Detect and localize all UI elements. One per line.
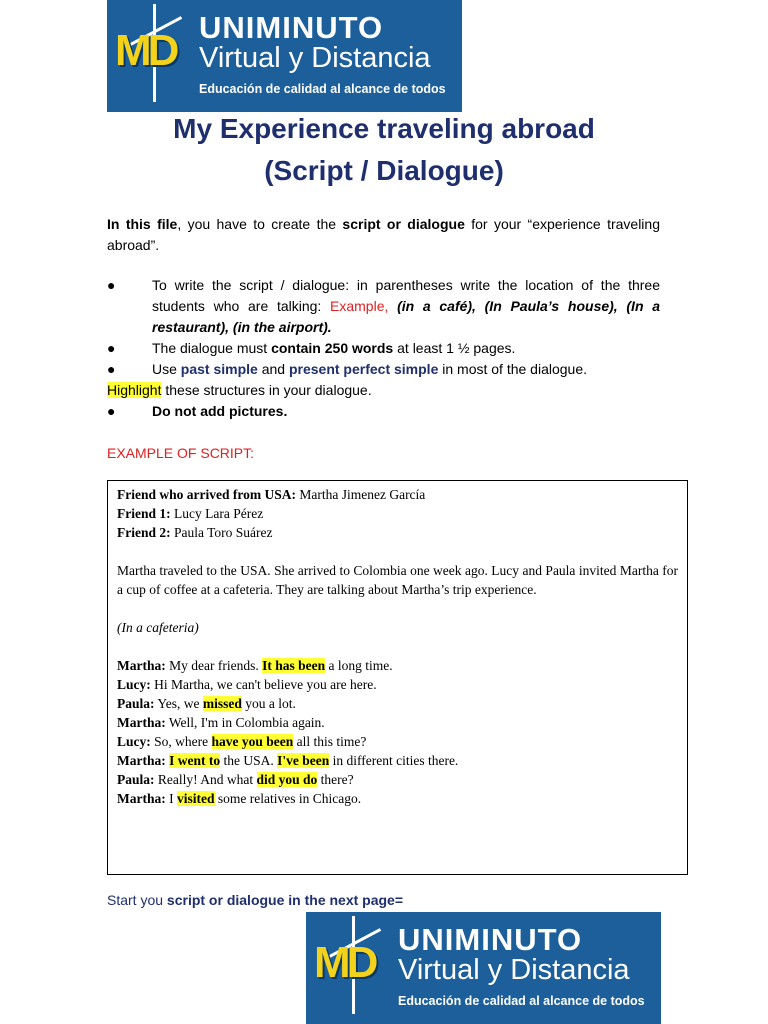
dialogue-line: Martha: I went to the USA. I've been in different cities there. <box>117 753 459 768</box>
logo-tagline: Educación de calidad al alcance de todos <box>199 82 446 96</box>
dialogue <box>117 656 678 808</box>
footer-instruction: Start you script or dialogue in the next page= <box>107 892 404 908</box>
bullet-dot-icon: ● <box>107 403 116 419</box>
logo-subtitle: Virtual y Distancia <box>398 954 630 986</box>
logo-brand: UNIMINUTO <box>398 922 583 957</box>
dialogue-line: Lucy: So, where have you been all this time? <box>117 734 367 749</box>
logo-tagline: Educación de calidad al alcance de todos <box>398 994 645 1008</box>
bullet-dot-icon: ● <box>107 361 116 377</box>
intro-paragraph: In this file, you have to create the script or dialogue for your “experience traveling abroad”. <box>107 216 660 253</box>
bullet-dot-icon: ● <box>107 340 116 356</box>
dialogue-line: Lucy: Hi Martha, we can't believe you are here. <box>117 677 377 692</box>
logo-mark: MD <box>314 938 375 987</box>
uniminuto-logo-top <box>107 0 462 112</box>
logo-brand: UNIMINUTO <box>199 10 384 45</box>
bullet-dot-icon: ● <box>107 277 116 293</box>
dialogue-line: Martha: I visited some relatives in Chicago. <box>117 791 362 806</box>
bullet-grammar-cont: Highlight these structures in your dialogue. <box>107 382 372 398</box>
bullet-word-count: ● The dialogue must contain 250 words at least 1 ½ pages. <box>107 338 660 359</box>
bullet-location: ● To write the script / dialogue: in parentheses write the location of the three students who are talking: Example, (in a café), (In Paula’s house), (In a restaurant), (in the airport). <box>107 277 660 335</box>
logo-mark: MD <box>115 26 176 75</box>
friend-row: Friend who arrived from USA: Martha Jimenez García <box>117 487 426 502</box>
friend-row: Friend 2: Paula Toro Suárez <box>117 525 273 540</box>
bullet-grammar: ● Use past simple and present perfect simple in most of the dialogue. <box>107 359 660 380</box>
friend-row: Friend 1: Lucy Lara Pérez <box>117 506 264 521</box>
script-location: (In a cafeteria) <box>117 620 199 635</box>
script-example-box <box>107 480 688 875</box>
dialogue-line: Paula: Really! And what did you do there? <box>117 772 354 787</box>
page-title: My Experience traveling abroad <box>173 113 595 144</box>
script-description: Martha traveled to the USA. She arrived to Colombia one week ago. Lucy and Paula invited Martha for a cup of coffee at a cafeteria. They are talking about Martha’s trip experience. <box>117 563 678 597</box>
dialogue-line: Martha: Well, I'm in Colombia again. <box>117 715 325 730</box>
page-subtitle: (Script / Dialogue) <box>264 155 504 186</box>
logo-subtitle: Virtual y Distancia <box>199 42 431 74</box>
bullet-no-pictures: ● Do not add pictures. <box>107 401 660 422</box>
dialogue-line: Martha: My dear friends. It has been a long time. <box>117 658 393 673</box>
uniminuto-logo-bottom <box>306 912 661 1024</box>
example-label: EXAMPLE OF SCRIPT: <box>107 445 255 461</box>
dialogue-line: Paula: Yes, we missed you a lot. <box>117 696 296 711</box>
